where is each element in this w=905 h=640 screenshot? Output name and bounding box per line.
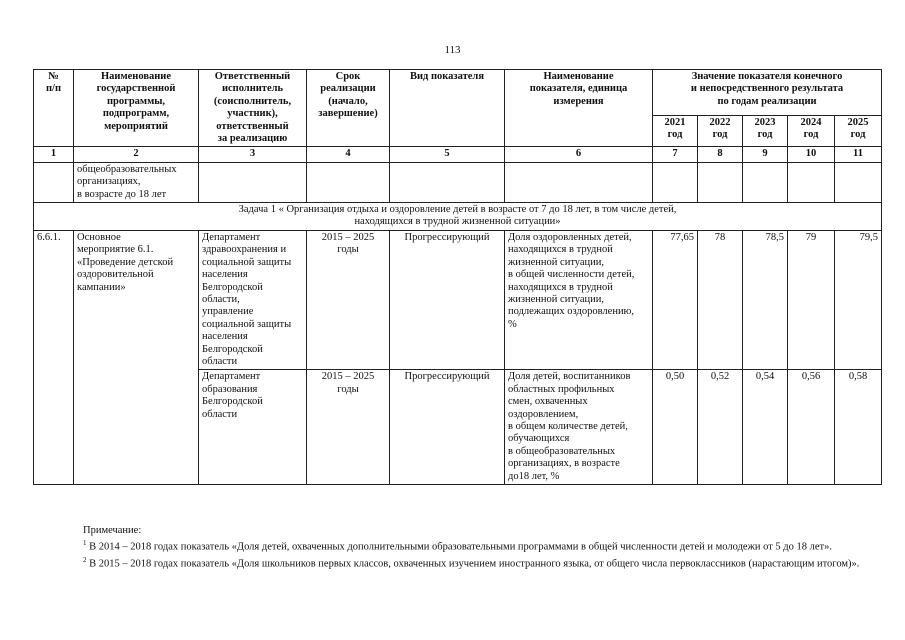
header-year-2023: 2023 год	[743, 115, 788, 147]
value-2024: 79	[788, 230, 835, 369]
note-1	[45, 537, 881, 554]
notes	[45, 524, 881, 570]
task-title: Задача 1 « Организация отдыха и оздоровление детей в возрасте от 7 до 18 лет, в том числе детей, находящихся в трудной жизненной ситуации»	[34, 203, 882, 231]
executor: Департамент здравоохранения и социальной защиты населения Белгородской области, управление социальной защиты населения Белгородской области	[199, 230, 307, 369]
cell-empty	[835, 162, 882, 202]
cell-empty	[698, 162, 743, 202]
value-2025: 79,5	[835, 230, 882, 369]
value-2022: 78	[698, 230, 743, 369]
notes-title: Примечание:	[83, 525, 142, 536]
note-1-marker: 1	[83, 539, 87, 547]
header-program-name: Наименование государственной программы, подпрограмм, мероприятий	[74, 70, 199, 147]
note-2-marker: 2	[83, 555, 87, 564]
column-number: 6	[505, 147, 653, 162]
cell-empty	[653, 162, 698, 202]
column-number: 11	[835, 147, 882, 162]
page-number: 113	[444, 44, 461, 56]
value-2025: 0,58	[835, 370, 882, 485]
executor: Департамент образования Белгородской области	[199, 370, 307, 485]
column-number: 4	[307, 147, 390, 162]
measure-name: Основное мероприятие 6.1. «Проведение детской оздоровительной кампании»	[74, 230, 199, 484]
header-num: № п/п	[34, 70, 74, 147]
value-2024: 0,56	[788, 370, 835, 485]
indicator-name: Доля детей, воспитанников областных профильных смен, охваченных оздоровлением, в общем количестве детей, обучающихся в общеобразовательных организациях, в возрасте до18 лет, %	[505, 370, 653, 485]
cell-empty	[307, 162, 390, 202]
header-indicator-type: Вид показателя	[390, 70, 505, 147]
indicators-table	[33, 69, 882, 485]
indicator-type: Прогрессирующий	[390, 230, 505, 369]
column-number: 9	[743, 147, 788, 162]
cell-empty	[390, 162, 505, 202]
column-number: 1	[34, 147, 74, 162]
period: 2015 – 2025 годы	[307, 370, 390, 485]
continuation-row	[34, 162, 882, 202]
header-year-2021: 2021 год	[653, 115, 698, 147]
header-year-2022: 2022 год	[698, 115, 743, 147]
header-executor: Ответственный исполнитель (соисполнитель, участник), ответственный за реализацию	[199, 70, 307, 147]
header-period: Срок реализации (начало, завершение)	[307, 70, 390, 147]
header-year-2025: 2025 год	[835, 115, 882, 147]
indicator-type: Прогрессирующий	[390, 370, 505, 485]
header-values-group: Значение показателя конечного и непосредственного результата по годам реализации	[653, 70, 882, 116]
column-number: 8	[698, 147, 743, 162]
note-1-text: В 2014 – 2018 годах показатель «Доля детей, охваченных дополнительными образовательными программами в общей численности детей и молодежи от 5 до 18 лет».	[86, 541, 832, 553]
value-2023: 78,5	[743, 230, 788, 369]
column-number: 10	[788, 147, 835, 162]
row-number: 6.6.1.	[34, 230, 74, 484]
header-indicator-name: Наименование показателя, единица измерения	[505, 70, 653, 147]
continuation-name: общеобразовательных организациях, в возрасте до 18 лет	[74, 162, 199, 202]
column-number: 5	[390, 147, 505, 162]
indicator-name: Доля оздоровленных детей, находящихся в трудной жизненной ситуации, в общей численности детей, находящихся в трудной жизненной ситуации, подлежащих оздоровлению, %	[505, 230, 653, 369]
column-number: 3	[199, 147, 307, 162]
value-2022: 0,52	[698, 370, 743, 485]
note-2	[45, 554, 881, 571]
value-2023: 0,54	[743, 370, 788, 485]
header-year-2024: 2024 год	[788, 115, 835, 147]
cell-empty	[34, 162, 74, 202]
table-row	[34, 230, 882, 369]
value-2021: 77,65	[653, 230, 698, 369]
cell-empty	[199, 162, 307, 202]
cell-empty	[788, 162, 835, 202]
cell-empty	[743, 162, 788, 202]
period: 2015 – 2025 годы	[307, 230, 390, 369]
table-header	[34, 70, 882, 147]
note-2-text: В 2015 – 2018 годах показатель «Доля школьников первых классов, охваченных изучением иностранного языка, от общего числа первоклассников (нарастающим итогом)».	[86, 558, 860, 569]
column-number: 2	[74, 147, 199, 162]
value-2021: 0,50	[653, 370, 698, 485]
column-number: 7	[653, 147, 698, 162]
column-number-row	[34, 147, 882, 162]
task-row	[34, 203, 882, 231]
cell-empty	[505, 162, 653, 202]
